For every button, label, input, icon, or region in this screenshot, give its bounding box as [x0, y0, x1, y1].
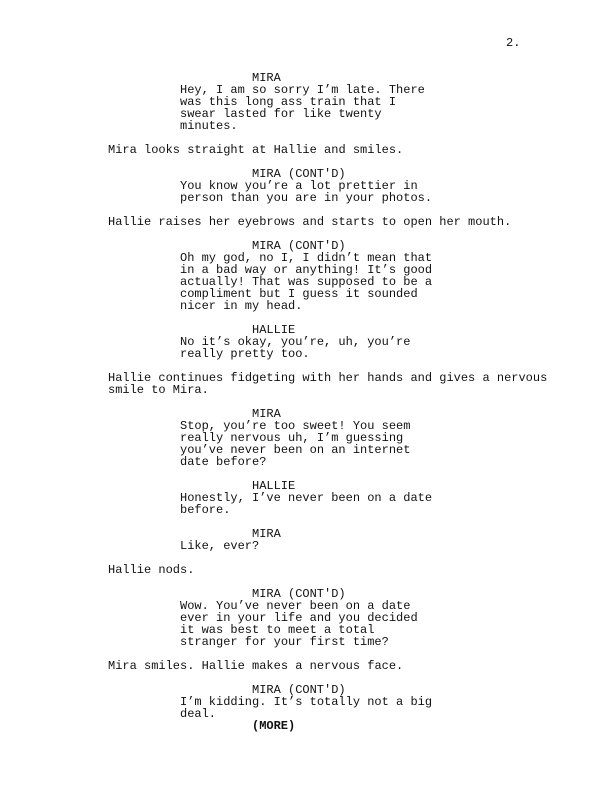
character-name: MIRA (CONT'D): [252, 239, 346, 253]
character-name: HALLIE: [252, 479, 296, 493]
dialogue-line: swear lasted for like twenty: [180, 107, 382, 121]
character-name: HALLIE: [252, 323, 296, 337]
dialogue-line: date before?: [180, 455, 267, 469]
character-name: MIRA (CONT'D): [252, 167, 346, 181]
action-line: Hallie nods.: [108, 563, 195, 577]
action-line: Hallie continues fidgeting with her hands and gives a nervous: [108, 371, 548, 385]
dialogue-line: deal.: [180, 707, 217, 721]
more-marker: (MORE): [252, 719, 296, 733]
dialogue-line: person than you are in your photos.: [180, 191, 433, 205]
dialogue-line: was this long ass train that I: [180, 95, 397, 109]
dialogue-line: nicer in my head.: [180, 299, 303, 313]
action-line: Mira looks straight at Hallie and smiles.: [108, 143, 404, 157]
dialogue-line: in a bad way or anything! It’s good: [180, 263, 433, 277]
dialogue-line: Hey, I am so sorry I’m late. There: [180, 83, 425, 97]
dialogue-line: you’ve never been on an internet: [180, 443, 411, 457]
character-name: MIRA: [252, 71, 281, 85]
character-name: MIRA: [252, 527, 281, 541]
page-number: 2.: [506, 36, 521, 50]
dialogue-line: really nervous uh, I’m guessing: [180, 431, 404, 445]
dialogue-line: stranger for your first time?: [180, 635, 389, 649]
dialogue-line: Like, ever?: [180, 539, 260, 553]
dialogue-line: Stop, you’re too sweet! You seem: [180, 419, 411, 433]
dialogue-line: minutes.: [180, 119, 238, 133]
character-name: MIRA (CONT'D): [252, 587, 346, 601]
dialogue-line: No it’s okay, you’re, uh, you’re: [180, 335, 411, 349]
dialogue-line: Honestly, I’ve never been on a date: [180, 491, 433, 505]
dialogue-line: Oh my god, no I, I didn’t mean that: [180, 251, 433, 265]
dialogue-line: before.: [180, 503, 231, 517]
action-line: Hallie raises her eyebrows and starts to open her mouth.: [108, 215, 512, 229]
character-name: MIRA (CONT'D): [252, 683, 346, 697]
character-name: MIRA: [252, 407, 281, 421]
dialogue-line: it was best to meet a total: [180, 623, 375, 637]
dialogue-line: ever in your life and you decided: [180, 611, 418, 625]
action-line: Mira smiles. Hallie makes a nervous face.: [108, 659, 404, 673]
dialogue-line: Wow. You’ve never been on a date: [180, 599, 411, 613]
dialogue-line: compliment but I guess it sounded: [180, 287, 418, 301]
dialogue-line: actually! That was supposed to be a: [180, 275, 433, 289]
dialogue-line: really pretty too.: [180, 347, 310, 361]
dialogue-line: You know you’re a lot prettier in: [180, 179, 418, 193]
action-line: smile to Mira.: [108, 383, 209, 397]
dialogue-line: I’m kidding. It’s totally not a big: [180, 695, 433, 709]
